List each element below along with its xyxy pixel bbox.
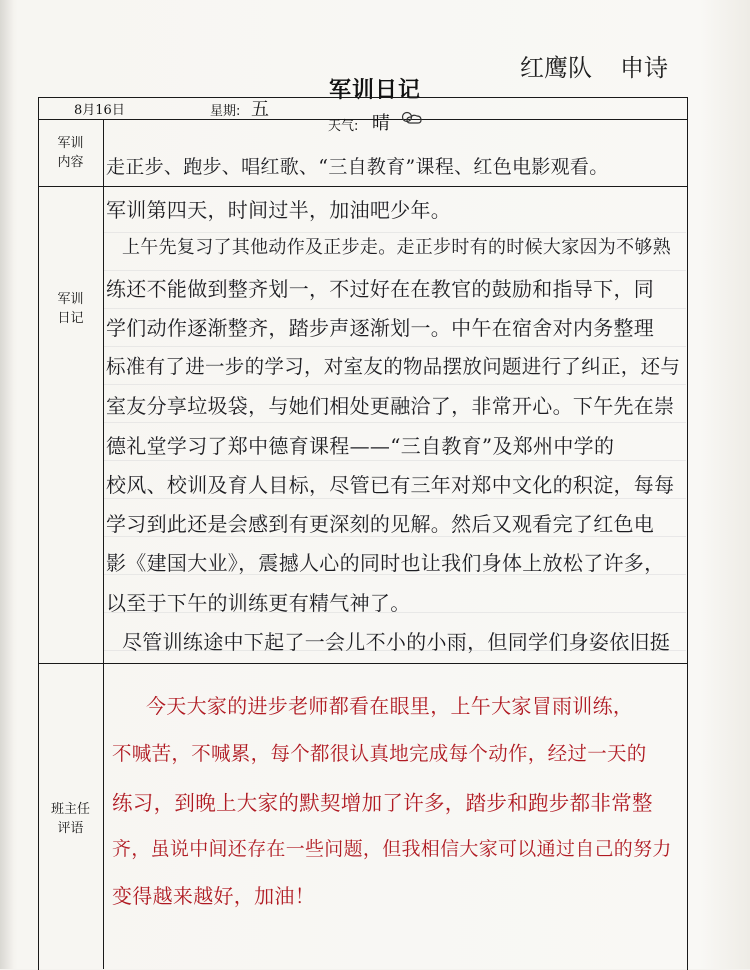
table-divider xyxy=(38,663,688,664)
student-name: 申诗 xyxy=(620,54,668,82)
teacher-comment-line: 变得越来越好，加油！ xyxy=(112,884,315,908)
table-divider xyxy=(38,186,688,187)
page-edge-shadow xyxy=(0,0,14,969)
page-title: 军训日记 xyxy=(328,77,421,103)
diary-line: 学们动作逐渐整齐，踏步声逐渐划一。中午在宿舍对内务整理 xyxy=(106,315,655,340)
label-column-divider xyxy=(103,119,104,969)
content-row-label: 军训 内容 xyxy=(57,136,84,170)
diary-line: 上午先复习了其他动作及正步走。走正步时有的时候大家因为不够熟 xyxy=(122,237,671,259)
teacher-comment-line: 齐，虽说中间还存在一些问题，但我相信大家可以通过自己的努力 xyxy=(112,838,672,860)
weather-label: 天气: xyxy=(328,119,359,134)
diary-line: 练还不能做到整齐划一，不过好在在教官的鼓励和指导下，同 xyxy=(106,276,655,301)
diary-line: 学习到此还是会感到有更深刻的见解。然后又观看完了红色电 xyxy=(106,512,655,537)
diary-line: 军训第四天，时间过半，加油吧少年。 xyxy=(106,198,452,222)
weekday-value: 五 xyxy=(251,99,269,120)
diary-line: 室友分享垃圾袋，与她们相处更融洽了，非常开心。下午先在崇 xyxy=(106,394,675,419)
teacher-comment-line: 今天大家的进步老师都看在眼里，上午大家冒雨训练， xyxy=(146,694,634,718)
training-content-text: 走正步、跑步、唱红歌、“三自教育”课程、红色电影观看。 xyxy=(106,156,609,178)
diary-line: 德礼堂学习了郑中德育课程——“三自教育”及郑州中学的 xyxy=(106,433,615,458)
diary-line: 以至于下午的训练更有精气神了。 xyxy=(106,590,411,615)
diary-line: 标准有了进一步的学习，对室友的物品摆放问题进行了纠正，还与 xyxy=(106,355,681,379)
weekday-label: 星期: xyxy=(210,104,241,119)
weather-value: 晴 xyxy=(372,113,390,134)
team-name: 红鹰队 xyxy=(520,54,592,82)
table-divider xyxy=(38,119,688,120)
date-weather-bar xyxy=(38,97,686,134)
diary-line: 尽管训练途中下起了一会儿不小的小雨，但同学们身姿依旧挺 xyxy=(122,630,671,654)
diary-row-label: 军训 日记 xyxy=(57,292,84,326)
diary-line: 校风、校训及育人目标，尽管已有三年对郑中文化的积淀，每每 xyxy=(106,472,675,497)
sun-cloud-icon xyxy=(398,109,424,127)
date-value: 8月16日 xyxy=(74,103,125,118)
teacher-comment-line: 练习，到晚上大家的默契增加了许多，踏步和跑步都非常整 xyxy=(112,791,653,815)
diary-line: 影《建国大业》，震撼人心的同时也让我们身体上放松了许多， xyxy=(106,551,665,576)
comment-row-label: 班主任 评语 xyxy=(50,802,90,836)
teacher-comment-line: 不喊苦，不喊累，每个都很认真地完成每个动作，经过一天的 xyxy=(112,742,647,765)
